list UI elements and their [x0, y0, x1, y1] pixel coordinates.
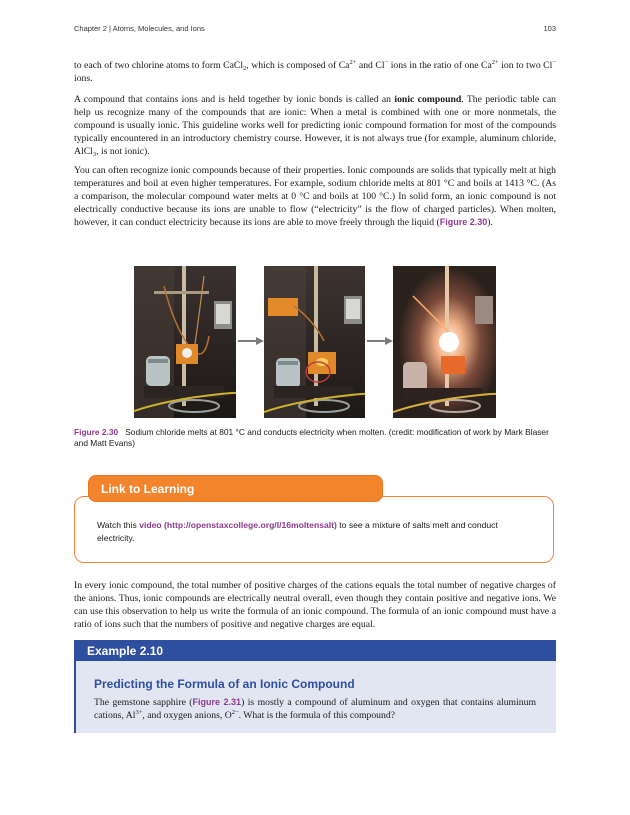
- photo-melting-salt: [264, 266, 365, 418]
- photo-molten-salt-conducting: [393, 266, 496, 418]
- example-subtitle: Predicting the Formula of an Ionic Compound: [94, 677, 355, 691]
- photo-solid-salt: [134, 266, 236, 418]
- chapter-title: Chapter 2 | Atoms, Molecules, and Ions: [74, 24, 205, 33]
- page-header: [74, 24, 556, 36]
- figure-2-30-link[interactable]: Figure 2.30: [439, 217, 488, 227]
- figure-caption-text: Sodium chloride melts at 801 °C and conducts electricity when molten. (credit: modification of work by Mark Blaser and Matt Evans): [74, 427, 549, 448]
- figure-caption: [74, 427, 556, 449]
- link-to-learning-title: Link to Learning: [101, 482, 195, 496]
- arrow-right-icon: [367, 333, 393, 351]
- example-title: Example 2.10: [87, 644, 164, 658]
- page-number: 103: [543, 24, 556, 33]
- paragraph-properties: You can often recognize ionic compounds because of their properties. Ionic compounds are solids that typically melt at high temperatures and boil at even higher temperatures. For example, sodium chloride melts at 801 °C and boils at 1413 °C. (As a comparison, the molecular compound water melts at 0 °C and boils at 100 °C.) In solid form, an ionic compound is not electrically conductive because its ions are unable to flow (“electricity” is the flow of charged particles). When molten, however, it can conduct electricity because its ions are able to move freely through the liquid (Figure 2.30).: [74, 165, 556, 228]
- paragraph-ionic-compound: A compound that contains ions and is held together by ionic bonds is called an ionic compound. The periodic table can help us recognize many of the compounds that are ionic: When a metal is combined with one or more nonmetals, the compound is usually ionic. This guideline works well for predicting ionic compound formation for most of the compounds typically encountered in an introductory chemistry course. However, it is not always true (for example, aluminum chloride, AlCl$_3$, is not ionic).: [74, 94, 556, 158]
- figure-label: Figure 2.30: [74, 427, 119, 437]
- video-link[interactable]: video (http://openstaxcollege.org/l/16moltensalt): [139, 520, 337, 530]
- example-question: The gemstone sapphire (Figure 2.31) is mostly a compound of aluminum and oxygen that contains aluminum cations, $Al^{3+}$, and oxygen anions, $O^{2-}$. What is the formula of this compound?: [94, 697, 536, 721]
- term-ionic-compound: ionic compound: [394, 94, 462, 105]
- paragraph-charge-balance: In every ionic compound, the total number of positive charges of the cations equals the total number of negative charges of the anions. Thus, ionic compounds are electrically neutral overall, even though they contain positive and negative ions. We can use this observation to help us write the formula of an ionic compound. The formula of an ionic compound must have a ratio of ions such that the numbers of positive and negative charges are equal.: [74, 580, 556, 630]
- arrow-right-icon: [238, 333, 264, 351]
- paragraph-cacl2: to each of two chlorine atoms to form CaCl$_2$, which is composed of $Ca^{2+}$ and Cl− ions in the ratio of one $Ca^{2+}$ ion to two Cl− ions.: [74, 59, 556, 84]
- link-to-learning-text: Watch this video (http://openstaxcollege.org/l/16moltensalt) to see a mixture of salts melt and conduct electricity.: [97, 520, 498, 543]
- figure-2-31-link[interactable]: Figure 2.31: [192, 697, 242, 707]
